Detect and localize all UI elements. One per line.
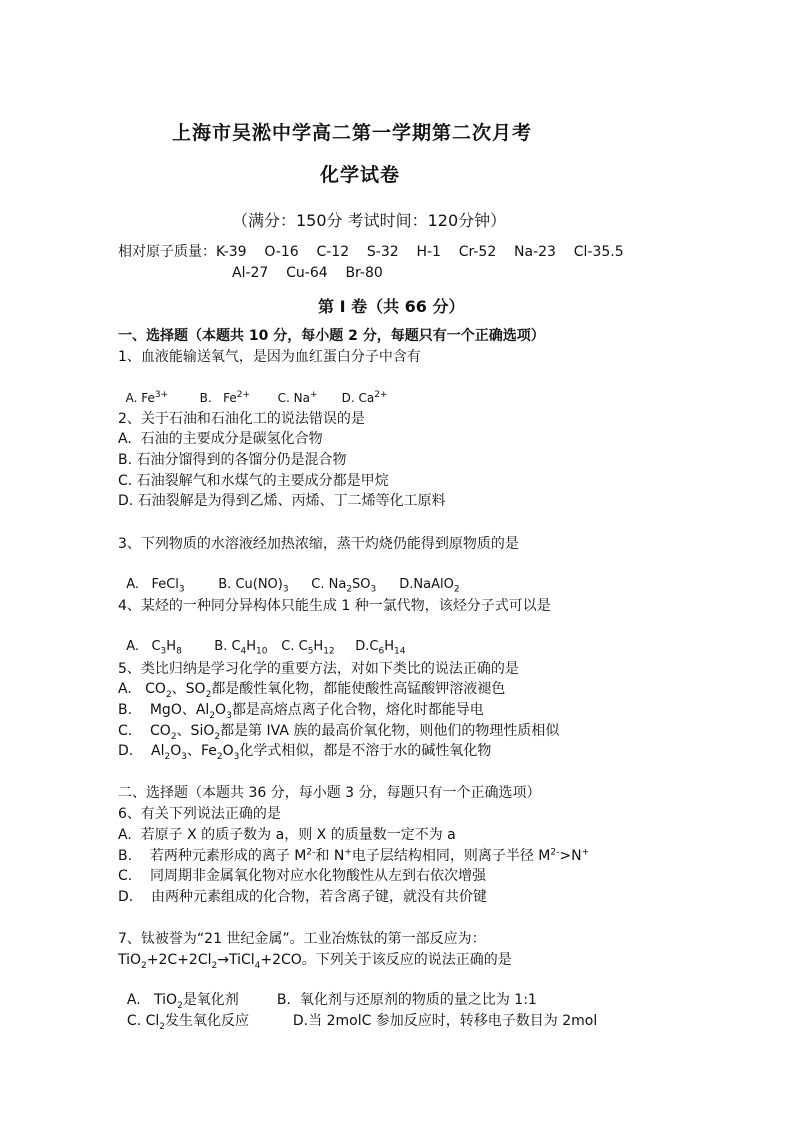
q7-option-d: D.当 2molC 参加反应时，转移电子数目为 2mol [292, 1013, 598, 1029]
q7-option-b: B. 氧化剂与还原剂的物质的量之比为 1:1 [276, 992, 537, 1008]
q2-option-c: C. 石油裂解气和水煤气的主要成分都是甲烷 [118, 473, 389, 489]
q6-option-d: D. 由两种元素组成的化合物，若含离子键，就没有共价键 [118, 889, 488, 905]
q3-option-c: C. $Na_2SO_3$ [311, 577, 377, 595]
q6-option-c: C. 同周期非金属氧化物对应水化物酸性从左到右依次增强 [118, 868, 487, 884]
q3-option-a: A. FeCl$_3$ [126, 577, 185, 595]
q7-option-a: A. TiO$_2$是氧化剂 [126, 992, 239, 1011]
q2-option-d: D. 石油裂解是为得到乙烯、丙烯、丁二烯等化工原料 [118, 493, 446, 509]
q1-stem: 1、血液能输送氧气，是因为血红蛋白分子中含有 [118, 349, 421, 365]
q5-option-d: D. $Al_2O_3$、$Fe_2O_3$化学式相似，都是不溶于水的碱性氧化物 [118, 743, 492, 762]
q3-stem: 3、下列物质的水溶液经加热浓缩，蒸干灼烧仍能得到原物质的是 [118, 536, 519, 552]
q5-stem: 5、类比归纳是学习化学的重要方法，对如下类比的说法正确的是 [118, 661, 519, 677]
part1-title: 第 I 卷（共 66 分） [318, 297, 465, 316]
q7-options-row2 [118, 991, 597, 1031]
q7-equation: $TiO_2+2C+2Cl_2\to TiCl_4+2CO$。下列关于该反应的说法正确的是 [118, 952, 512, 971]
q4-stem: 4、某烃的一种同分异构体只能生成 1 种一氯代物，该烃分子式可以是 [118, 598, 551, 614]
exam-title: 上海市吴淞中学高二第一学期第二次月考 [172, 122, 533, 144]
q4-options [118, 617, 405, 657]
q1-option-b: B. $Fe^{2+}$ [199, 390, 251, 405]
exam-meta: （满分：150分 考试时间：120分钟） [232, 211, 507, 230]
atomic-mass-label: 相对原子质量： [118, 244, 216, 260]
q2-option-a: A. 石油的主要成分是碳氢化合物 [118, 431, 323, 447]
atomic-mass-values-1: K-39 O-16 C-12 S-32 H-1 Cr-52 Na-23 Cl-35.5 [216, 244, 624, 260]
q4-option-a: A. $C_3H_8$ [126, 639, 182, 657]
exam-subtitle: 化学试卷 [320, 164, 401, 186]
atomic-mass-row2: Al-27 Cu-64 Br-80 [232, 265, 383, 281]
q5-option-b: B. MgO、$Al_2O_3$都是高熔点离子化合物，熔化时都能导电 [118, 702, 484, 721]
q7-option-c: C. $Cl_2$发生氧化反应 [126, 1013, 249, 1032]
q3-option-b: B. $Cu(NO)_3$ [218, 577, 289, 595]
q1-option-a: A. $Fe^{3+}$ [125, 390, 169, 405]
q1-option-c: C. Na+ [277, 390, 318, 405]
q7-stem: 7、钛被誉为“21 世纪金属”。工业冶炼钛的第一部反应为： [118, 931, 486, 947]
section1-heading: 一、选择题（本题共 10 分，每小题 2 分，每题只有一个正确选项） [118, 328, 545, 344]
q2-option-b: B. 石油分馏得到的各馏分仍是混合物 [118, 452, 347, 468]
atomic-mass-row1 [118, 242, 624, 262]
q6-option-b: B. 若两种元素形成的离子 $M^{2-}$和 N+电子层结构相同，则离子半径 $M^{2-}>N^+$ [118, 847, 590, 864]
q5-option-a: A. $CO_2$、$SO_2$都是酸性氧化物，都能使酸性高锰酸钾溶液褪色 [118, 681, 506, 700]
q6-stem: 6、有关下列说法正确的是 [118, 806, 281, 822]
q3-options [118, 555, 460, 595]
q3-option-d: D.NaAlO$_2$ [399, 577, 460, 595]
q1-options [118, 368, 388, 408]
q4-option-c: C. $C_5H_{12}$ [281, 639, 335, 657]
q5-option-c: C. $CO_2$、SiO$_2$都是第 IVA 族的最高价氧化物，则他们的物理性质相似 [118, 723, 560, 742]
q1-option-d: D. $Ca^{2+}$ [341, 390, 388, 405]
q6-option-a: A. 若原子 X 的质子数为 a，则 X 的质量数一定不为 a [118, 827, 456, 843]
section2-heading: 二、选择题（本题共 36 分，每小题 3 分，每题只有一个正确选项） [118, 785, 541, 801]
q2-stem: 2、关于石油和石油化工的说法错误的是 [118, 411, 365, 427]
q4-option-d: $D.C_6H_{14}$ [355, 639, 406, 657]
q4-option-b: B. $C_4H_{10}$ [214, 639, 268, 657]
